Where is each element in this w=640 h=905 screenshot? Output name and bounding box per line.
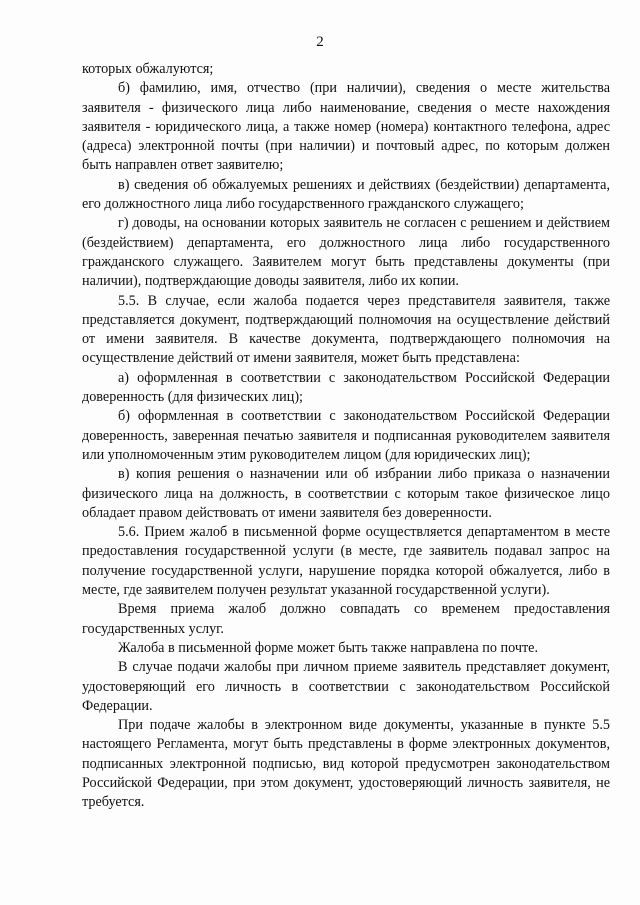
page-number: 2	[316, 34, 324, 50]
paragraph-5-5-b: б) оформленная в соответствии с законодательством Российской Федерации доверенность, заверенная печатью заявителя и подписанная руководителем заявителя или уполномоченным этим руководителем лицом (для юридических лиц);	[82, 408, 610, 463]
paragraph-postal: Жалоба в письменной форме может быть также направлена по почте.	[118, 639, 539, 656]
paragraph-item-b: б) фамилию, имя, отчество (при наличии), сведения о месте жительства заявителя - физического лица либо наименование, сведения о месте нахождения заявителя - юридического лица, а также номер (номера) контактного телефона, адрес (адреса) электронной почты (при наличии) и почтовый адрес, по которым должен быть направлен ответ заявителю;	[82, 80, 610, 174]
paragraph-continuation: которых обжалуются;	[82, 61, 214, 77]
paragraph-5-5-v: в) копия решения о назначении или об избрании либо приказа о назначении физического лица на должность, в соответствии с которым такое физическое лицо обладает правом действовать от имени заявителя без доверенности.	[82, 466, 610, 521]
paragraph-5-5-a: а) оформленная в соответствии с законодательством Российской Федерации доверенность (для физических лиц);	[82, 369, 610, 406]
paragraph-item-g: г) доводы, на основании которых заявитель не согласен с решением и действием (бездействием) департамента, его должностного лица либо государственного гражданского служащего. Заявителем могут быть представлены документы (при наличии), подтверждающие доводы заявителя, либо их копии.	[82, 215, 610, 290]
paragraph-5-6: 5.6. Прием жалоб в письменной форме осуществляется департаментом в месте предоставления государственной услуги (в месте, где заявитель подавал запрос на получение государственной услуги, нарушение порядка которой обжалуется, либо в месте, где заявителем получен результат указанной государственной услуги).	[82, 524, 610, 599]
document-body	[82, 60, 610, 813]
paragraph-electronic: При подаче жалобы в электронном виде документы, указанные в пункте 5.5 настоящего Регламента, могут быть представлены в форме электронных документов, подписанных электронной подписью, вид которой предусмотрен законодательством Российской Федерации, при этом документ, удостоверяющий личность заявителя, не требуется.	[82, 717, 610, 811]
paragraph-personal-reception: В случае подачи жалобы при личном приеме заявитель представляет документ, удостоверяющий его личность в соответствии с законодательством Российской Федерации.	[82, 659, 610, 714]
paragraph-reception-time: Время приема жалоб должно совпадать со временем предоставления государственных услуг.	[82, 601, 610, 637]
paragraph-5-5: 5.5. В случае, если жалоба подается через представителя заявителя, также представляется документ, подтверждающий полномочия на осуществление действий от имени заявителя. В качестве документа, подтверждающего полномочия на осуществление действий от имени заявителя, может быть представлена:	[82, 292, 610, 367]
paragraph-item-v: в) сведения об обжалуемых решениях и действиях (бездействии) департамента, его должностного лица либо государственного гражданского служащего;	[82, 176, 610, 213]
